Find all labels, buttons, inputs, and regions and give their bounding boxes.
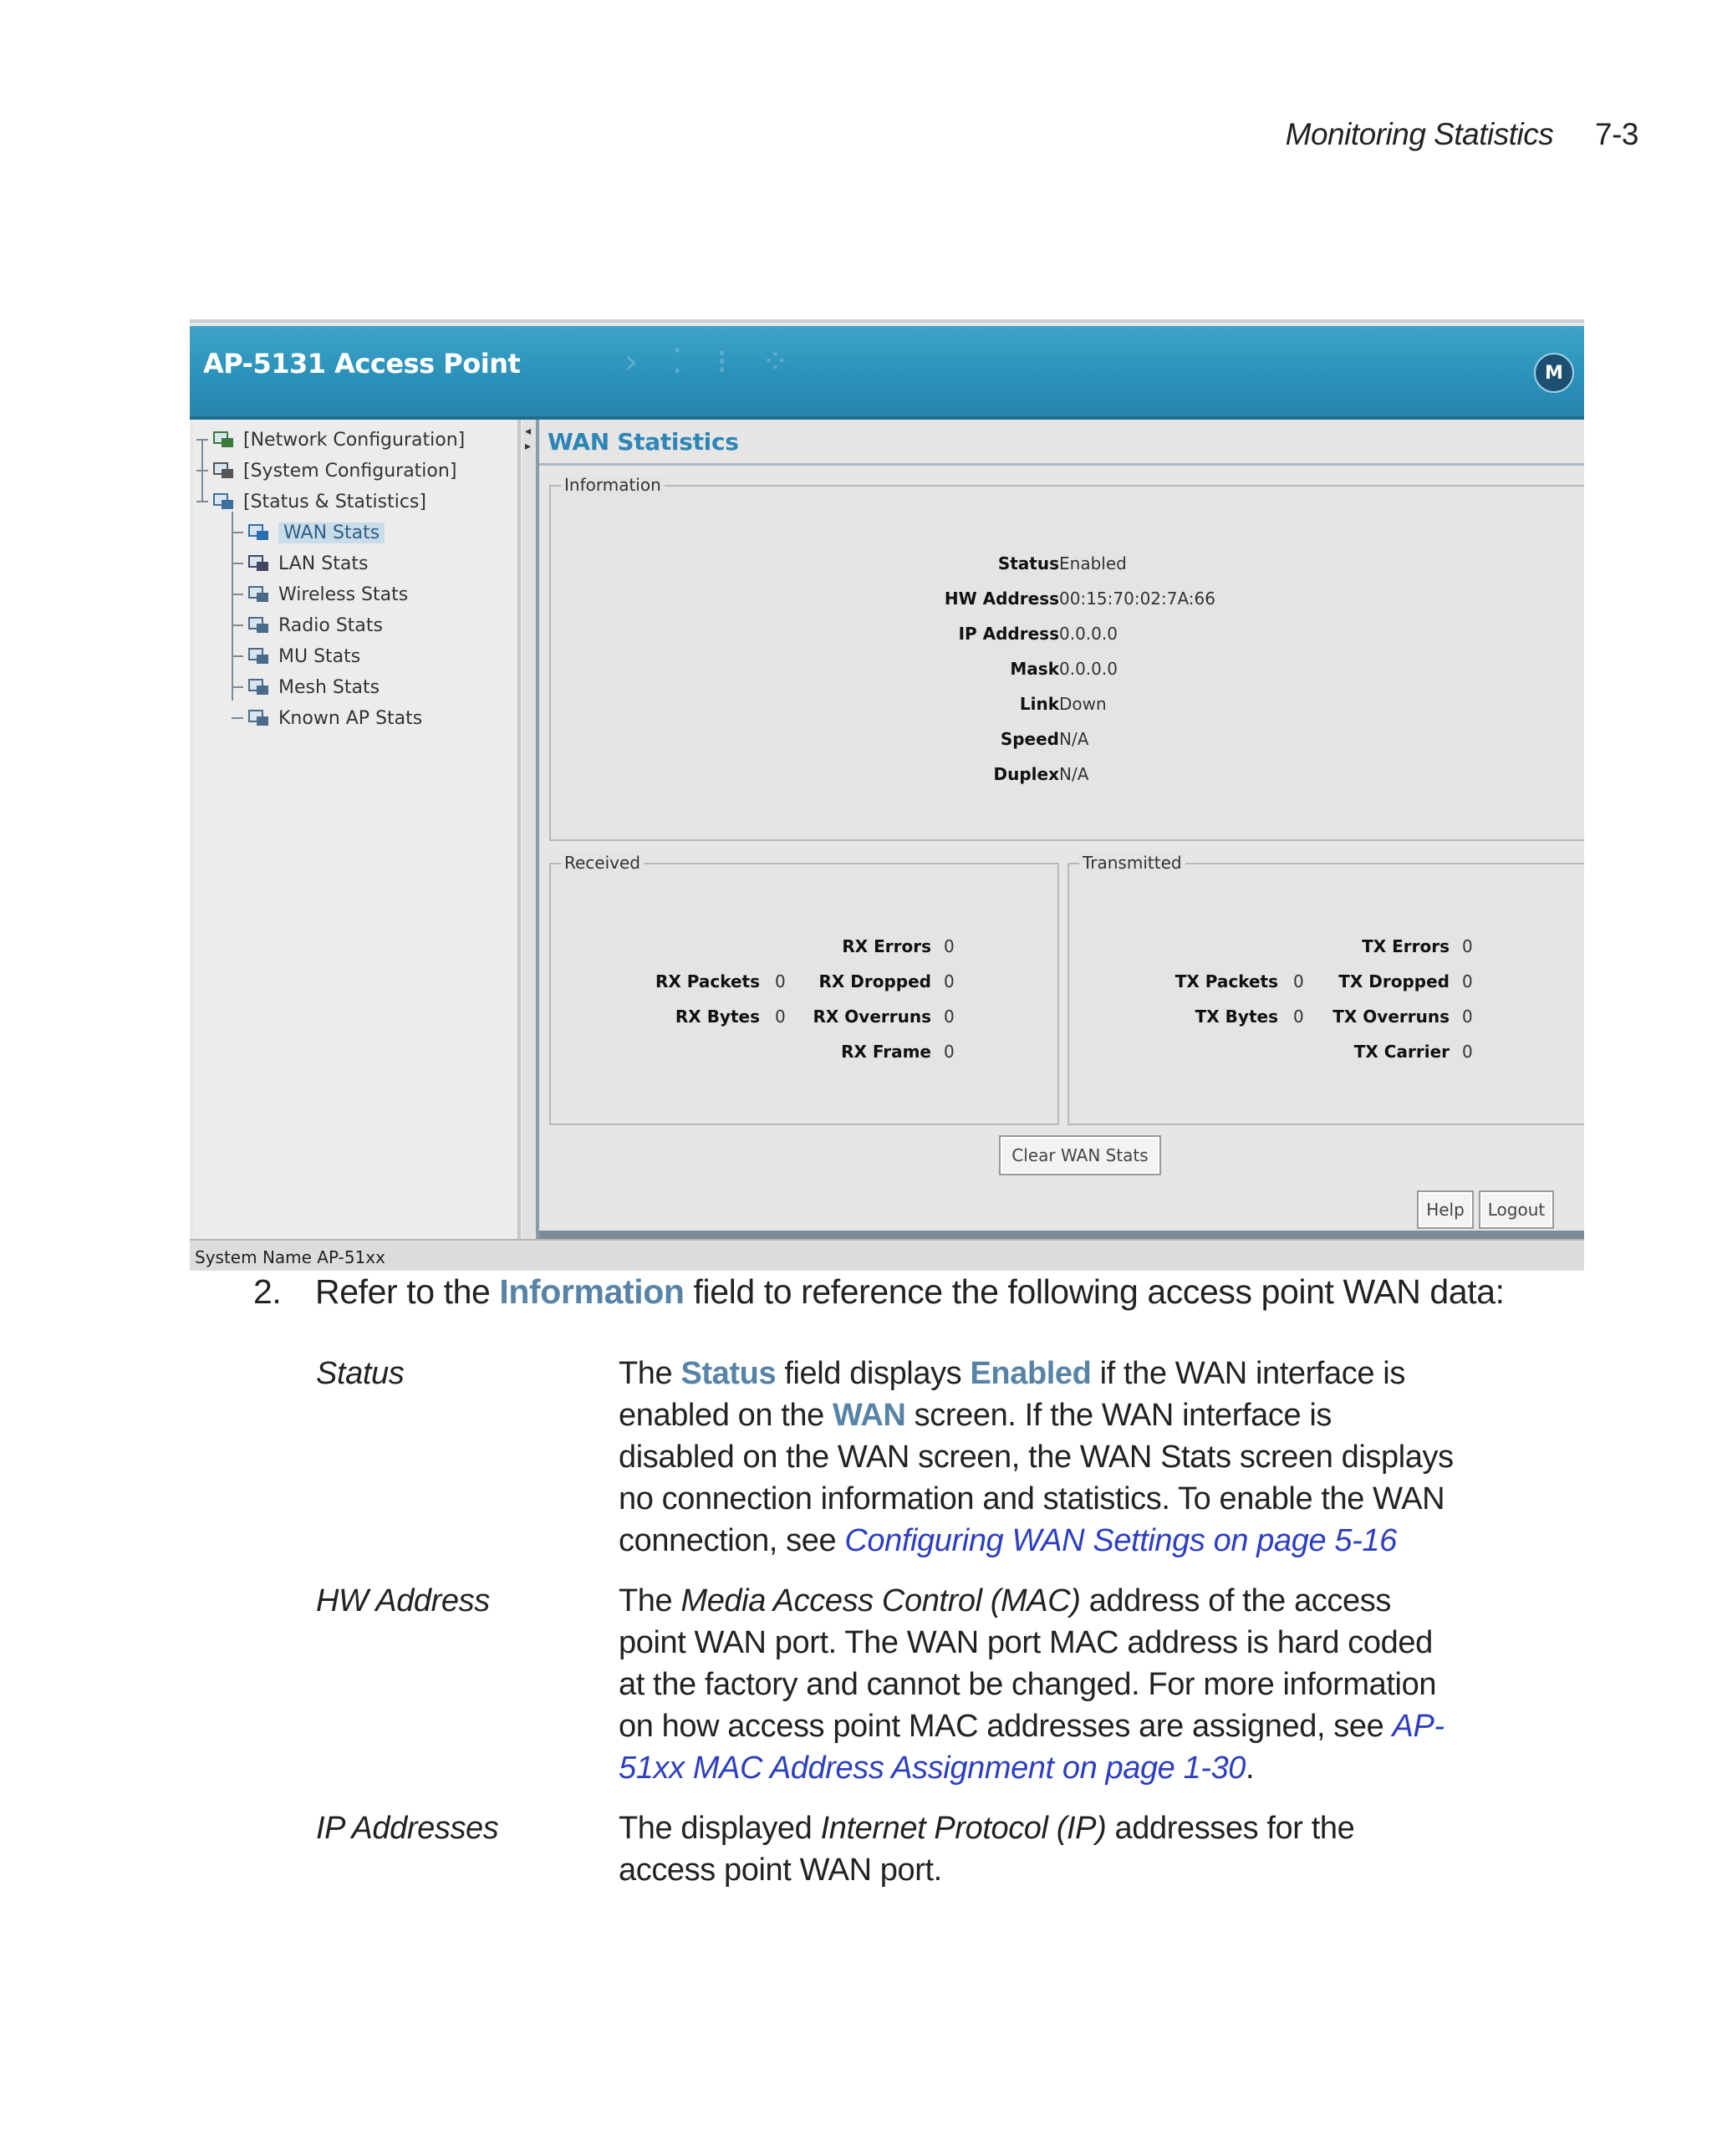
tree-branch-line [232, 655, 243, 657]
stat-value: 0 [1462, 971, 1473, 991]
stat-value: 0 [1462, 1007, 1473, 1027]
tree-branch-line [232, 624, 243, 626]
definition-ip-addresses [316, 1807, 1470, 1891]
tree-item-label: [System Configuration] [243, 460, 457, 482]
tree-item-known-ap-stats[interactable] [232, 705, 422, 731]
collapse-left-icon[interactable]: ◂ [525, 425, 532, 438]
description-text: The [619, 1356, 681, 1391]
tree-item-wan-stats[interactable] [232, 519, 385, 546]
stat-row [551, 659, 1584, 684]
stat-label: TX Carrier [1353, 1042, 1450, 1062]
definition-description [619, 1580, 1455, 1789]
description-text: if the WAN interface is enabled on the [619, 1356, 1405, 1433]
stat-row [1069, 1007, 1584, 1032]
stat-label: RX Packets [655, 971, 760, 991]
stat-value: 00:15:70:02:7A:66 [1059, 589, 1215, 609]
tree-item-radio-stats[interactable] [232, 612, 383, 639]
mesh-stats-icon [247, 675, 272, 699]
stat-label: IP Address [958, 624, 1059, 644]
tree-item-label: Radio Stats [278, 614, 383, 636]
stat-value: Down [1059, 694, 1107, 714]
system-config-icon [211, 459, 237, 482]
stat-label: RX Errors [842, 936, 931, 956]
stat-value: 0.0.0.0 [1059, 659, 1118, 679]
definition-list [316, 1353, 1470, 1909]
stat-value: 0 [1462, 936, 1473, 956]
definition-description [619, 1353, 1455, 1562]
panel-title: WAN Statistics [548, 428, 739, 456]
definition-term: HW Address [316, 1583, 490, 1618]
network-config-icon [211, 428, 237, 451]
tree-branch-line [232, 594, 243, 595]
definition-description [619, 1807, 1455, 1891]
ui-keyword: WAN [833, 1398, 906, 1433]
tree-item-mu-stats[interactable] [232, 643, 360, 670]
stat-value: 0 [775, 1007, 786, 1027]
stat-row [551, 1042, 1057, 1067]
status-stats-icon [211, 490, 237, 513]
logout-button[interactable]: Logout [1479, 1190, 1554, 1229]
stat-label: TX Packets [1174, 971, 1278, 991]
description-text: field displays [776, 1356, 971, 1391]
stat-value: 0 [944, 936, 955, 956]
stat-row [551, 553, 1584, 579]
transmitted-group-title: Transmitted [1079, 853, 1185, 873]
stat-value: 0 [1293, 1007, 1304, 1027]
tree-branch-line [232, 532, 243, 533]
stat-label: RX Dropped [818, 971, 931, 991]
stat-label: Link [1019, 694, 1059, 714]
term-emphasis: Media Access Control (MAC) [680, 1583, 1081, 1618]
help-button[interactable]: Help [1417, 1190, 1474, 1229]
wan-stats-icon [247, 521, 272, 544]
information-group [549, 475, 1584, 841]
stat-row [551, 936, 1057, 961]
term-emphasis: Internet Protocol (IP) [820, 1811, 1107, 1846]
cross-reference-link[interactable]: Configuring WAN Settings on page 5-16 [844, 1523, 1397, 1558]
stat-label: Status [997, 553, 1059, 573]
stat-label: HW Address [944, 589, 1059, 609]
status-bar [190, 1239, 1584, 1271]
tree-item-label: MU Stats [278, 645, 361, 667]
tree-branch-line [232, 717, 243, 719]
stat-row [551, 729, 1584, 754]
titlebar-decoration: › ⁚ ⁝ ⁘ [624, 343, 802, 381]
tree-item-wireless-stats[interactable] [232, 581, 408, 608]
tree-item-system-configuration[interactable] [196, 457, 456, 484]
stat-value: 0 [944, 1042, 955, 1062]
panel-bottom-strip [539, 1231, 1584, 1239]
app-titlebar [190, 326, 1584, 420]
main-panel [536, 420, 1584, 1239]
radio-stats-icon [247, 614, 272, 637]
stat-label: Mask [1010, 659, 1059, 679]
stat-row [1069, 1042, 1584, 1067]
stat-row [551, 694, 1584, 719]
cross-reference-link[interactable]: AP-51xx MAC Address Assignment on page 1-30 [619, 1709, 1444, 1786]
step-text-before: Refer to the [315, 1272, 500, 1311]
step-text-after: field to reference the following access point WAN data: [684, 1272, 1505, 1311]
step-2 [253, 1272, 1505, 1312]
step-number: 2. [253, 1272, 282, 1311]
stat-value: 0 [944, 1007, 955, 1027]
received-group-title: Received [561, 853, 644, 873]
description-text: The [619, 1583, 681, 1618]
stat-row [1069, 971, 1584, 996]
description-text: address of the access point WAN port. The WAN port MAC address is hard coded at the factory and cannot be changed. For more information on how access point MAC addresses are assigned, see [619, 1583, 1437, 1744]
description-text: The displayed [619, 1811, 821, 1846]
stat-label: TX Dropped [1338, 971, 1450, 991]
information-group-title: Information [561, 475, 665, 495]
step-keyword: Information [499, 1272, 685, 1311]
system-name-text: System Name AP-51xx [195, 1247, 385, 1267]
tree-item-label: LAN Stats [278, 553, 369, 574]
stat-value: 0.0.0.0 [1059, 624, 1118, 644]
definition-hw-address [316, 1580, 1470, 1789]
tree-item-label: Wireless Stats [278, 584, 409, 605]
stat-value: 0 [1293, 971, 1304, 991]
stat-label: RX Bytes [675, 1007, 760, 1027]
tree-item-status-statistics[interactable] [196, 488, 426, 515]
tree-item-label: WAN Stats [278, 522, 385, 543]
pane-splitter[interactable] [522, 420, 536, 1239]
stat-label: Speed [1000, 729, 1059, 749]
page-number: 7-3 [1595, 117, 1638, 151]
tree-item-label: Known AP Stats [278, 707, 423, 729]
stat-label: Duplex [993, 764, 1059, 784]
lan-stats-icon [247, 552, 272, 575]
mu-stats-icon [247, 645, 272, 668]
description-text: screen. If the WAN interface is disabled on the WAN screen, the WAN Stats screen displays no connection information and statistics. To enable the WAN connection, see [619, 1398, 1454, 1558]
stat-value: Enabled [1059, 553, 1127, 573]
description-text: addresses for the access point WAN port. [619, 1811, 1355, 1888]
stat-value: 0 [944, 971, 955, 991]
tree-branch-line [232, 563, 243, 564]
stat-row [551, 971, 1057, 996]
stat-label: TX Overruns [1332, 1007, 1450, 1027]
stat-value: 0 [1462, 1042, 1473, 1062]
stat-value: N/A [1059, 729, 1089, 749]
stat-label: RX Frame [841, 1042, 931, 1062]
known-ap-stats-icon [247, 706, 272, 730]
description-text: . [1246, 1751, 1255, 1786]
tree-branch-line [196, 470, 208, 471]
stat-label: TX Errors [1362, 936, 1450, 956]
tree-item-lan-stats[interactable] [232, 550, 368, 577]
tree-item-label: [Status & Statistics] [243, 491, 426, 512]
stat-row [551, 764, 1584, 789]
stat-row [551, 1007, 1057, 1032]
tree-branch-line [196, 439, 208, 441]
ui-keyword: Status [680, 1356, 777, 1391]
navigation-tree [193, 420, 521, 1239]
motorola-logo-icon: M [1534, 353, 1574, 393]
tree-item-label: Mesh Stats [278, 676, 380, 698]
tree-item-network-configuration[interactable] [196, 426, 465, 453]
app-title: AP-5131 Access Point [203, 348, 521, 380]
definition-status [316, 1353, 1470, 1562]
wan-statistics-screenshot [190, 319, 1584, 1271]
stat-value: N/A [1059, 764, 1089, 784]
wireless-stats-icon [247, 583, 272, 606]
stat-row [551, 589, 1584, 614]
received-group [549, 853, 1059, 1125]
tree-item-mesh-stats[interactable] [232, 674, 380, 701]
definition-term: IP Addresses [316, 1811, 499, 1846]
tree-item-label: [Network Configuration] [243, 429, 466, 451]
tree-branch-line [232, 686, 243, 688]
section-title: Monitoring Statistics [1285, 117, 1554, 151]
transmitted-group [1067, 853, 1584, 1125]
stat-label: RX Overruns [813, 1007, 931, 1027]
panel-title-rule [539, 463, 1584, 466]
stat-row [1069, 936, 1584, 961]
clear-wan-stats-button[interactable]: Clear WAN Stats [999, 1135, 1161, 1175]
stat-row [551, 624, 1584, 649]
stat-label: TX Bytes [1195, 1007, 1278, 1027]
expand-right-icon[interactable]: ▸ [525, 440, 532, 453]
ui-keyword: Enabled [970, 1356, 1092, 1391]
tree-branch-line [196, 501, 208, 502]
stat-value: 0 [775, 971, 786, 991]
running-header [1286, 117, 1638, 152]
definition-term: Status [316, 1356, 405, 1391]
